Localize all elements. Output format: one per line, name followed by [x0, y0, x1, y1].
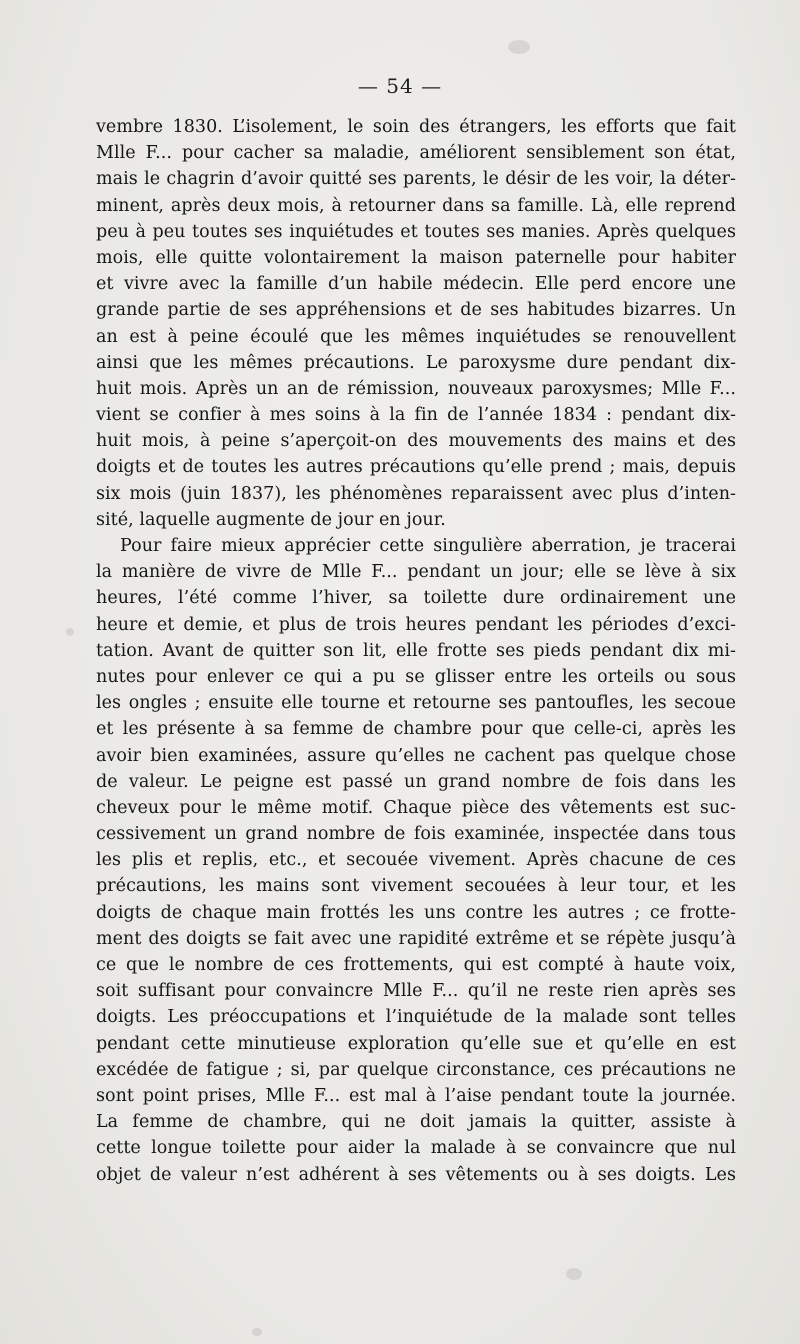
- text-line: sité, laquelle augmente de jour en jour.: [96, 509, 446, 530]
- text-line: doigts et de toutes les autres précautions qu’elle prend ; mais, depuis: [96, 457, 736, 478]
- text-line: six mois (juin 1837), les phénomènes reparaissent avec plus d’inten-: [96, 483, 736, 504]
- text-line: pendant cette minutieuse exploration qu’elle sue et qu’elle en est: [96, 1033, 736, 1054]
- text-line: vient se confier à mes soins à la fin de l’année 1834 : pendant dix-: [96, 405, 736, 426]
- text-line: cessivement un grand nombre de fois examinée, inspectée dans tous: [96, 824, 736, 845]
- text-line: ce que le nombre de ces frottements, qui est compté à haute voix,: [96, 955, 736, 975]
- text-line: et les présente à sa femme de chambre pour que celle-ci, après les: [96, 719, 736, 740]
- text-line: minent, après deux mois, à retourner dans sa famille. Là, elle reprend: [96, 195, 736, 216]
- text-line: nutes pour enlever ce qui a pu se glisser entre les orteils ou sous: [96, 666, 736, 687]
- text-line: an est à peine écoulé que les mêmes inquiétudes se renouvellent: [96, 326, 736, 347]
- text-line: les plis et replis, etc., et secouée vivement. Après chacune de ces: [96, 850, 736, 871]
- text-line: doigts. Les préoccupations et l’inquiétude de la malade sont telles: [96, 1007, 736, 1028]
- text-line: ment des doigts se fait avec une rapidité extrême et se répète jusqu’à: [96, 928, 736, 949]
- text-line: Mlle F... pour cacher sa maladie, améliorent sensiblement son état,: [96, 143, 736, 164]
- scan-speck: [566, 1268, 582, 1280]
- text-line: huit mois, à peine s’aperçoit-on des mouvements des mains et des: [96, 431, 736, 452]
- body-text: [96, 114, 736, 1188]
- text-line: huit mois. Après un an de rémission, nouveaux paroxysmes; Mlle F...: [96, 378, 736, 399]
- text-line: vembre 1830. L’isolement, le soin des étrangers, les efforts que fait: [96, 117, 736, 137]
- text-line: La femme de chambre, qui ne doit jamais la quitter, assiste à: [96, 1112, 736, 1133]
- text-line: heures, l’été comme l’hiver, sa toilette dure ordinairement une: [96, 588, 736, 609]
- text-line: Pour faire mieux apprécier cette singulière aberration, je tracerai: [120, 536, 736, 556]
- text-line: sont point prises, Mlle F... est mal à l’aise pendant toute la journée.: [96, 1085, 736, 1106]
- text-line: les ongles ; ensuite elle tourne et retourne ses pantoufles, les secoue: [96, 693, 736, 714]
- text-line: mais le chagrin d’avoir quitté ses parents, le désir de les voir, la déter-: [96, 169, 736, 190]
- scan-speck: [252, 1328, 262, 1336]
- text-line: et vivre avec la famille d’un habile médecin. Elle perd encore une: [96, 274, 736, 295]
- text-line: cheveux pour le même motif. Chaque pièce des vêtements est suc-: [96, 797, 736, 818]
- text-line: tation. Avant de quitter son lit, elle frotte ses pieds pendant dix mi-: [96, 640, 736, 661]
- text-line: ainsi que les mêmes précautions. Le paroxysme dure pendant dix-: [96, 352, 736, 373]
- page-number: — 54 —: [357, 74, 443, 98]
- text-line: soit suffisant pour convaincre Mlle F... qu’il ne reste rien après ses: [96, 981, 736, 1002]
- text-line: avoir bien examinées, assure qu’elles ne cachent pas quelque chose: [96, 745, 736, 766]
- text-line: grande partie de ses appréhensions et de ses habitudes bizarres. Un: [96, 300, 736, 321]
- text-line: objet de valeur n’est adhérent à ses vêtements ou à ses doigts. Les: [96, 1164, 736, 1185]
- text-line: mois, elle quitte volontairement la maison paternelle pour habiter: [96, 247, 736, 268]
- text-line: doigts de chaque main frottés les uns contre les autres ; ce frotte-: [96, 902, 736, 923]
- paragraph-1: [96, 114, 736, 533]
- text-line: heure et demie, et plus de trois heures pendant les périodes d’exci-: [96, 614, 736, 635]
- text-line: la manière de vivre de Mlle F... pendant un jour; elle se lève à six: [96, 562, 736, 583]
- text-line: précautions, les mains sont vivement secouées à leur tour, et les: [96, 876, 736, 897]
- scan-speck: [508, 40, 530, 54]
- text-line: de valeur. Le peigne est passé un grand nombre de fois dans les: [96, 771, 736, 792]
- text-line: peu à peu toutes ses inquiétudes et toutes ses manies. Après quelques: [96, 221, 736, 242]
- scan-speck: [66, 628, 74, 636]
- paragraph-2: [96, 533, 736, 1188]
- text-line: cette longue toilette pour aider la malade à se convaincre que nul: [96, 1138, 736, 1159]
- text-line: excédée de fatigue ; si, par quelque circonstance, ces précautions ne: [96, 1059, 736, 1080]
